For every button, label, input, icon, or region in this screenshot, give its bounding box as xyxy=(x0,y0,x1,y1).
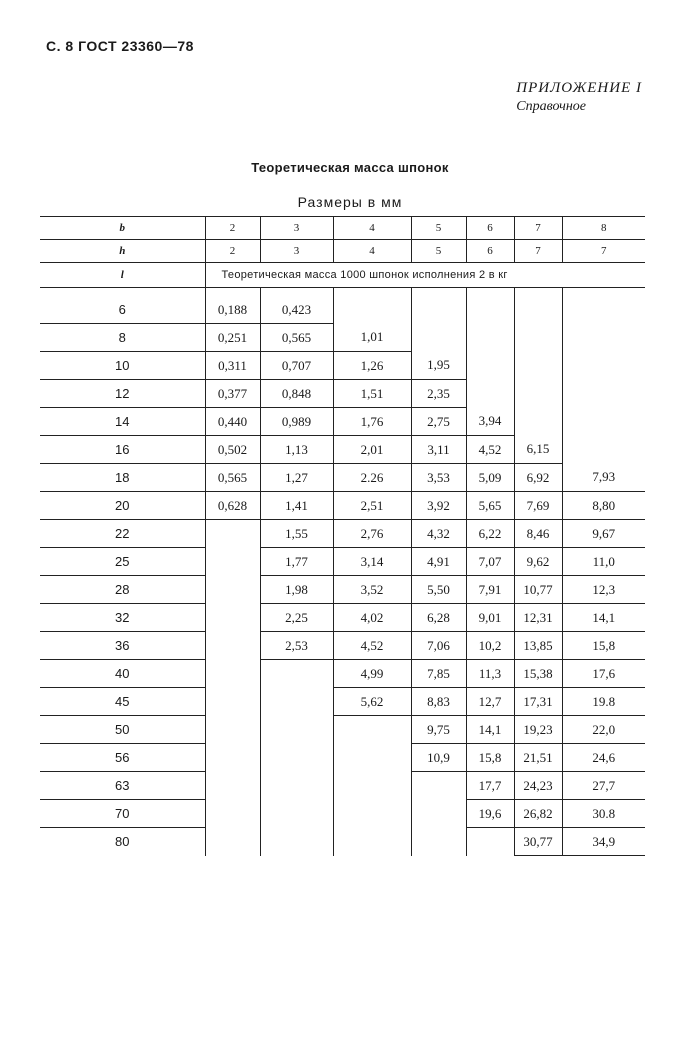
mass-cell xyxy=(562,324,645,352)
mass-cell: 2,01 xyxy=(333,436,411,464)
mass-cell xyxy=(205,632,260,660)
table-row xyxy=(40,464,645,492)
table-row xyxy=(40,772,645,800)
mass-cell: 26,82 xyxy=(514,800,562,828)
mass-cell: 0,188 xyxy=(205,296,260,324)
mass-caption: Теоретическая масса 1000 шпонок исполнения 2 в кг xyxy=(205,263,645,288)
mass-cell: 34,9 xyxy=(562,828,645,856)
mass-cell: 7,69 xyxy=(514,492,562,520)
spacer-cell xyxy=(40,288,205,297)
header-label-l: l xyxy=(40,263,205,288)
mass-cell: 2,25 xyxy=(260,604,333,632)
length-value: 63 xyxy=(40,772,205,800)
spacer-cell xyxy=(514,288,562,297)
table-row xyxy=(40,744,645,772)
h-value: 6 xyxy=(466,240,514,263)
mass-table-grid xyxy=(40,216,645,856)
table-row xyxy=(40,576,645,604)
mass-cell xyxy=(514,352,562,380)
table-row xyxy=(40,688,645,716)
header-label-h: h xyxy=(40,240,205,263)
mass-cell xyxy=(514,408,562,436)
mass-cell: 1,01 xyxy=(333,324,411,352)
mass-cell: 4,52 xyxy=(466,436,514,464)
h-value: 7 xyxy=(562,240,645,263)
mass-cell: 2,75 xyxy=(411,408,466,436)
mass-cell: 12,7 xyxy=(466,688,514,716)
mass-cell xyxy=(205,604,260,632)
mass-cell xyxy=(466,380,514,408)
mass-cell xyxy=(260,772,333,800)
spacer-cell xyxy=(333,288,411,297)
spacer-cell xyxy=(562,288,645,297)
header-label-b: b xyxy=(40,217,205,240)
mass-cell: 4,32 xyxy=(411,520,466,548)
mass-cell: 17,6 xyxy=(562,660,645,688)
mass-cell: 7,06 xyxy=(411,632,466,660)
mass-cell: 6,28 xyxy=(411,604,466,632)
mass-cell xyxy=(260,688,333,716)
length-value: 25 xyxy=(40,548,205,576)
mass-cell: 0,565 xyxy=(260,324,333,352)
mass-cell: 7,85 xyxy=(411,660,466,688)
mass-cell xyxy=(205,828,260,856)
mass-cell xyxy=(333,772,411,800)
mass-cell xyxy=(205,660,260,688)
spacer-cell xyxy=(205,288,260,297)
mass-cell: 27,7 xyxy=(562,772,645,800)
b-value: 4 xyxy=(333,217,411,240)
mass-cell: 2,76 xyxy=(333,520,411,548)
mass-cell: 3,94 xyxy=(466,408,514,436)
mass-cell: 1,98 xyxy=(260,576,333,604)
mass-cell: 0,989 xyxy=(260,408,333,436)
length-value: 32 xyxy=(40,604,205,632)
table-row xyxy=(40,380,645,408)
table-row xyxy=(40,520,645,548)
mass-cell xyxy=(466,352,514,380)
spacer-cell xyxy=(260,288,333,297)
mass-cell: 24,23 xyxy=(514,772,562,800)
mass-cell xyxy=(205,800,260,828)
mass-cell xyxy=(205,548,260,576)
mass-cell: 3,11 xyxy=(411,436,466,464)
mass-cell: 22,0 xyxy=(562,716,645,744)
mass-cell: 9,67 xyxy=(562,520,645,548)
length-value: 80 xyxy=(115,834,130,850)
mass-cell: 7,91 xyxy=(466,576,514,604)
length-value: 8 xyxy=(40,324,205,352)
units-caption: Размеры в мм xyxy=(297,194,403,210)
mass-table-body xyxy=(40,217,645,856)
b-value: 2 xyxy=(205,217,260,240)
h-value: 3 xyxy=(260,240,333,263)
mass-cell: 2,53 xyxy=(260,632,333,660)
mass-cell: 0,502 xyxy=(205,436,260,464)
page-header: С. 8 ГОСТ 23360—78 xyxy=(46,38,194,54)
mass-cell xyxy=(562,436,645,464)
mass-cell xyxy=(260,828,333,856)
mass-cell: 19,6 xyxy=(466,800,514,828)
mass-cell: 2.26 xyxy=(333,464,411,492)
mass-cell: 14,1 xyxy=(562,604,645,632)
length-value: 28 xyxy=(40,576,205,604)
header-row-l xyxy=(40,263,645,288)
mass-cell: 1,95 xyxy=(411,352,466,380)
mass-table xyxy=(40,216,645,856)
mass-cell xyxy=(333,800,411,828)
mass-cell: 6,92 xyxy=(514,464,562,492)
mass-cell: 5,65 xyxy=(466,492,514,520)
mass-cell: 3,92 xyxy=(411,492,466,520)
mass-cell: 2,51 xyxy=(333,492,411,520)
mass-cell: 4,52 xyxy=(333,632,411,660)
spacer-cell xyxy=(466,288,514,297)
mass-cell: 8,46 xyxy=(514,520,562,548)
length-value: 6 xyxy=(40,296,205,324)
mass-cell: 2,35 xyxy=(411,380,466,408)
mass-cell xyxy=(260,800,333,828)
mass-cell: 0,440 xyxy=(205,408,260,436)
mass-cell xyxy=(411,296,466,324)
spacer-cell xyxy=(411,288,466,297)
mass-cell: 1,55 xyxy=(260,520,333,548)
length-value: 10 xyxy=(40,352,205,380)
h-value: 5 xyxy=(411,240,466,263)
h-value: 4 xyxy=(333,240,411,263)
mass-cell: 14,1 xyxy=(466,716,514,744)
mass-cell xyxy=(260,744,333,772)
length-value: 22 xyxy=(40,520,205,548)
length-value: 50 xyxy=(40,716,205,744)
mass-cell xyxy=(466,828,514,856)
mass-cell: 0,628 xyxy=(205,492,260,520)
mass-cell: 1,76 xyxy=(333,408,411,436)
mass-cell xyxy=(205,688,260,716)
mass-cell xyxy=(562,408,645,436)
table-row xyxy=(40,436,645,464)
mass-cell: 0,565 xyxy=(205,464,260,492)
b-value: 8 xyxy=(562,217,645,240)
mass-cell xyxy=(333,744,411,772)
mass-cell: 15,8 xyxy=(562,632,645,660)
mass-cell: 10,9 xyxy=(411,744,466,772)
length-value: 18 xyxy=(40,464,205,492)
table-row xyxy=(40,492,645,520)
appendix-title: ПРИЛОЖЕНИЕ I xyxy=(516,80,642,96)
mass-cell xyxy=(205,716,260,744)
length-value: 56 xyxy=(40,744,205,772)
mass-cell: 1,27 xyxy=(260,464,333,492)
length-value: 14 xyxy=(40,408,205,436)
mass-cell xyxy=(411,828,466,856)
table-row xyxy=(40,352,645,380)
mass-cell: 13,85 xyxy=(514,632,562,660)
mass-cell xyxy=(514,324,562,352)
table-row xyxy=(40,296,645,324)
header-row-h xyxy=(40,240,645,263)
mass-cell xyxy=(411,800,466,828)
table-row xyxy=(40,408,645,436)
table-row xyxy=(40,604,645,632)
mass-cell: 0,251 xyxy=(205,324,260,352)
length-value: 40 xyxy=(40,660,205,688)
mass-cell: 19.8 xyxy=(562,688,645,716)
mass-cell xyxy=(562,380,645,408)
mass-cell: 4,02 xyxy=(333,604,411,632)
mass-cell: 0,377 xyxy=(205,380,260,408)
mass-cell: 15,38 xyxy=(514,660,562,688)
table-row xyxy=(40,716,645,744)
mass-cell: 24,6 xyxy=(562,744,645,772)
mass-cell xyxy=(260,716,333,744)
table-row xyxy=(40,828,645,856)
mass-cell: 9,62 xyxy=(514,548,562,576)
mass-cell: 12,3 xyxy=(562,576,645,604)
document-title: Теоретическая масса шпонок xyxy=(251,160,449,175)
mass-cell: 5,62 xyxy=(333,688,411,716)
b-value: 7 xyxy=(514,217,562,240)
mass-cell: 7,93 xyxy=(562,464,645,492)
mass-cell: 10,77 xyxy=(514,576,562,604)
b-value: 3 xyxy=(260,217,333,240)
mass-cell: 6,22 xyxy=(466,520,514,548)
mass-cell xyxy=(333,828,411,856)
mass-cell: 1,77 xyxy=(260,548,333,576)
mass-cell xyxy=(411,772,466,800)
table-row xyxy=(40,800,645,828)
mass-cell: 1,26 xyxy=(333,352,411,380)
mass-cell: 0,848 xyxy=(260,380,333,408)
mass-cell: 1,13 xyxy=(260,436,333,464)
mass-cell xyxy=(514,296,562,324)
mass-cell: 3,53 xyxy=(411,464,466,492)
mass-cell: 15,8 xyxy=(466,744,514,772)
b-value: 6 xyxy=(466,217,514,240)
mass-cell xyxy=(205,772,260,800)
length-value: 36 xyxy=(40,632,205,660)
mass-cell: 0,311 xyxy=(205,352,260,380)
length-value: 12 xyxy=(40,380,205,408)
mass-cell: 12,31 xyxy=(514,604,562,632)
mass-cell: 7,07 xyxy=(466,548,514,576)
mass-cell xyxy=(333,296,411,324)
length-value: 70 xyxy=(40,800,205,828)
length-value: 16 xyxy=(40,436,205,464)
mass-cell: 1,41 xyxy=(260,492,333,520)
mass-cell: 21,51 xyxy=(514,744,562,772)
mass-cell xyxy=(466,324,514,352)
mass-cell: 0,707 xyxy=(260,352,333,380)
mass-cell: 4,91 xyxy=(411,548,466,576)
length-value: 20 xyxy=(40,492,205,520)
mass-cell: 17,31 xyxy=(514,688,562,716)
mass-cell: 8,80 xyxy=(562,492,645,520)
mass-cell xyxy=(260,660,333,688)
mass-cell xyxy=(514,380,562,408)
h-value: 7 xyxy=(514,240,562,263)
mass-cell: 9,75 xyxy=(411,716,466,744)
table-row xyxy=(40,632,645,660)
mass-cell: 3,52 xyxy=(333,576,411,604)
mass-cell xyxy=(205,744,260,772)
mass-cell: 9,01 xyxy=(466,604,514,632)
mass-cell: 19,23 xyxy=(514,716,562,744)
spacer-row xyxy=(40,288,645,297)
mass-cell: 11,3 xyxy=(466,660,514,688)
appendix-note: Справочное xyxy=(516,99,586,114)
mass-cell xyxy=(562,352,645,380)
b-value: 5 xyxy=(411,217,466,240)
h-value: 2 xyxy=(205,240,260,263)
mass-cell xyxy=(333,716,411,744)
mass-cell xyxy=(411,324,466,352)
mass-cell xyxy=(562,296,645,324)
mass-cell: 17,7 xyxy=(466,772,514,800)
table-row xyxy=(40,324,645,352)
table-row xyxy=(40,548,645,576)
mass-cell: 6,15 xyxy=(514,436,562,464)
mass-cell xyxy=(466,296,514,324)
mass-cell: 4,99 xyxy=(333,660,411,688)
mass-cell: 8,83 xyxy=(411,688,466,716)
mass-cell xyxy=(205,576,260,604)
length-value: 45 xyxy=(40,688,205,716)
mass-cell: 5,09 xyxy=(466,464,514,492)
mass-cell: 11,0 xyxy=(562,548,645,576)
appendix-label xyxy=(516,80,642,115)
mass-cell: 0,423 xyxy=(260,296,333,324)
mass-cell: 30,77 xyxy=(514,828,562,856)
mass-cell xyxy=(205,520,260,548)
header-row-b xyxy=(40,217,645,240)
mass-cell: 5,50 xyxy=(411,576,466,604)
mass-cell: 1,51 xyxy=(333,380,411,408)
mass-cell: 3,14 xyxy=(333,548,411,576)
mass-cell: 10,2 xyxy=(466,632,514,660)
mass-cell: 30.8 xyxy=(562,800,645,828)
table-row xyxy=(40,660,645,688)
